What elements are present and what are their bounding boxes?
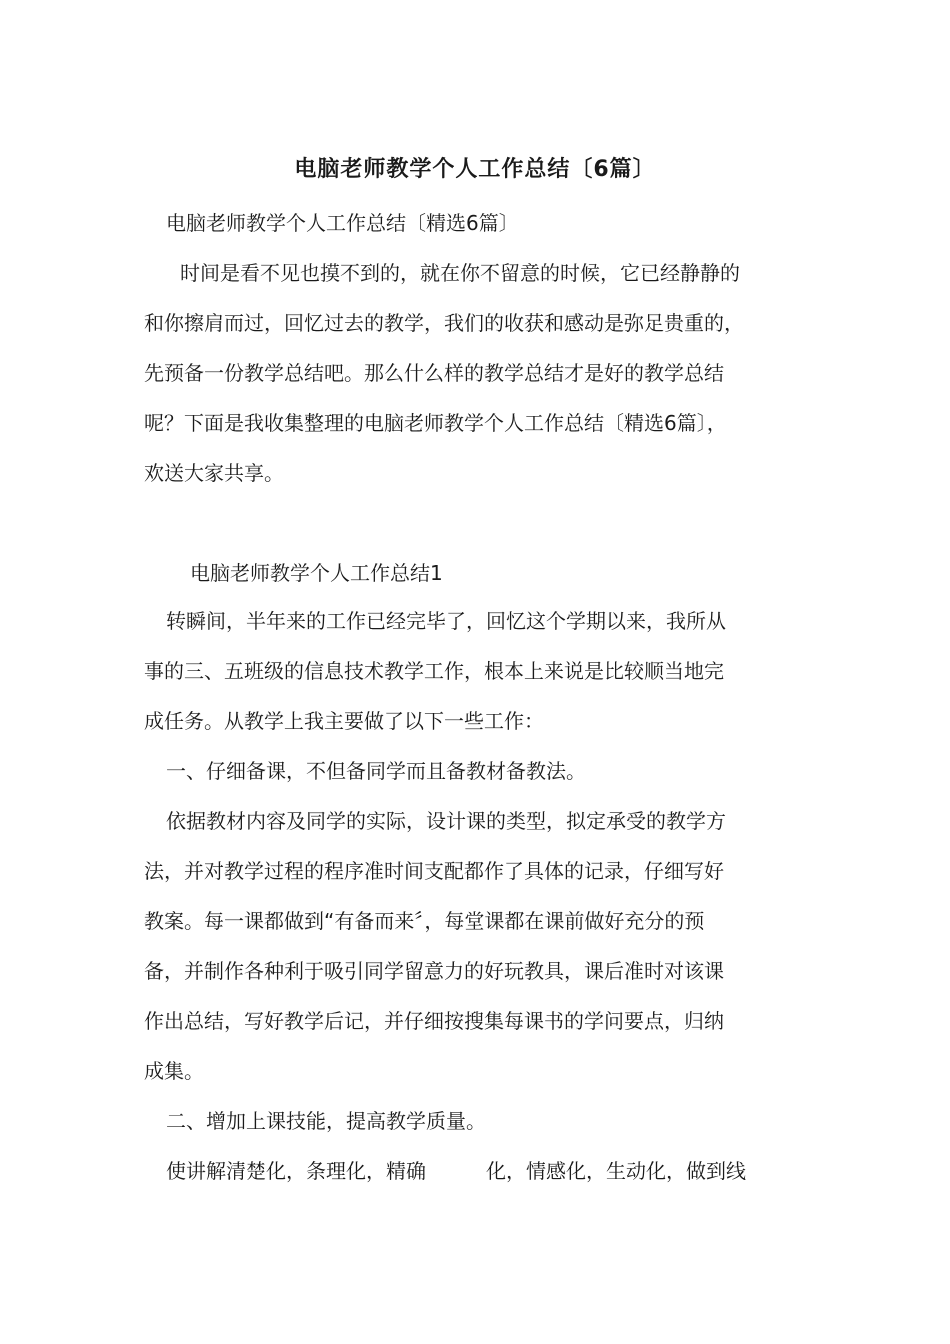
body-line: 教案。每一课都做到“有备而来〞，每堂课都在课前做好充分的预 [144, 909, 705, 933]
body-line: 作出总结，写好教学后记，并仔细按搜集每课书的学问要点，归纳 [144, 1009, 724, 1033]
body-line: 二、增加上课技能，提高教学质量。 [166, 1109, 486, 1133]
intro-line: 呢？下面是我收集整理的电脑老师教学个人工作总结〔精选6篇〕， [144, 411, 727, 435]
section-heading: 电脑老师教学个人工作总结1 [190, 561, 443, 585]
body-line: 事的三、五班级的信息技术教学工作，根本上来说是比较顺当地完 [144, 659, 724, 683]
body-line: 使讲解清楚化，条理化，精确 化，情感化，生动化，做到线 [166, 1159, 746, 1183]
intro-line: 先预备一份教学总结吧。那么什么样的教学总结才是好的教学总结 [144, 361, 724, 385]
body-line: 备，并制作各种利于吸引同学留意力的好玩教具，课后准时对该课 [144, 959, 724, 983]
body-line: 转瞬间，半年来的工作已经完毕了，回忆这个学期以来，我所从 [166, 609, 726, 633]
body-line: 法，并对教学过程的程序准时间支配都作了具体的记录，仔细写好 [144, 859, 724, 883]
body-line: 成集。 [144, 1059, 204, 1083]
intro-line: 欢送大家共享。 [144, 461, 284, 485]
body-line: 一、仔细备课，不但备同学而且备教材备教法。 [166, 759, 586, 783]
document-title: 电脑老师教学个人工作总结〔6篇〕 [294, 157, 656, 182]
intro-line: 时间是看不见也摸不到的，就在你不留意的时候，它已经静静的 [180, 261, 740, 285]
intro-line: 和你擦肩而过，回忆过去的教学，我们的收获和感动是弥足贵重的， [144, 311, 744, 335]
body-line: 成任务。从教学上我主要做了以下一些工作： [144, 709, 544, 733]
body-line: 依据教材内容及同学的实际，设计课的类型，拟定承受的教学方 [166, 809, 726, 833]
document-subtitle: 电脑老师教学个人工作总结〔精选6篇〕 [166, 211, 519, 235]
